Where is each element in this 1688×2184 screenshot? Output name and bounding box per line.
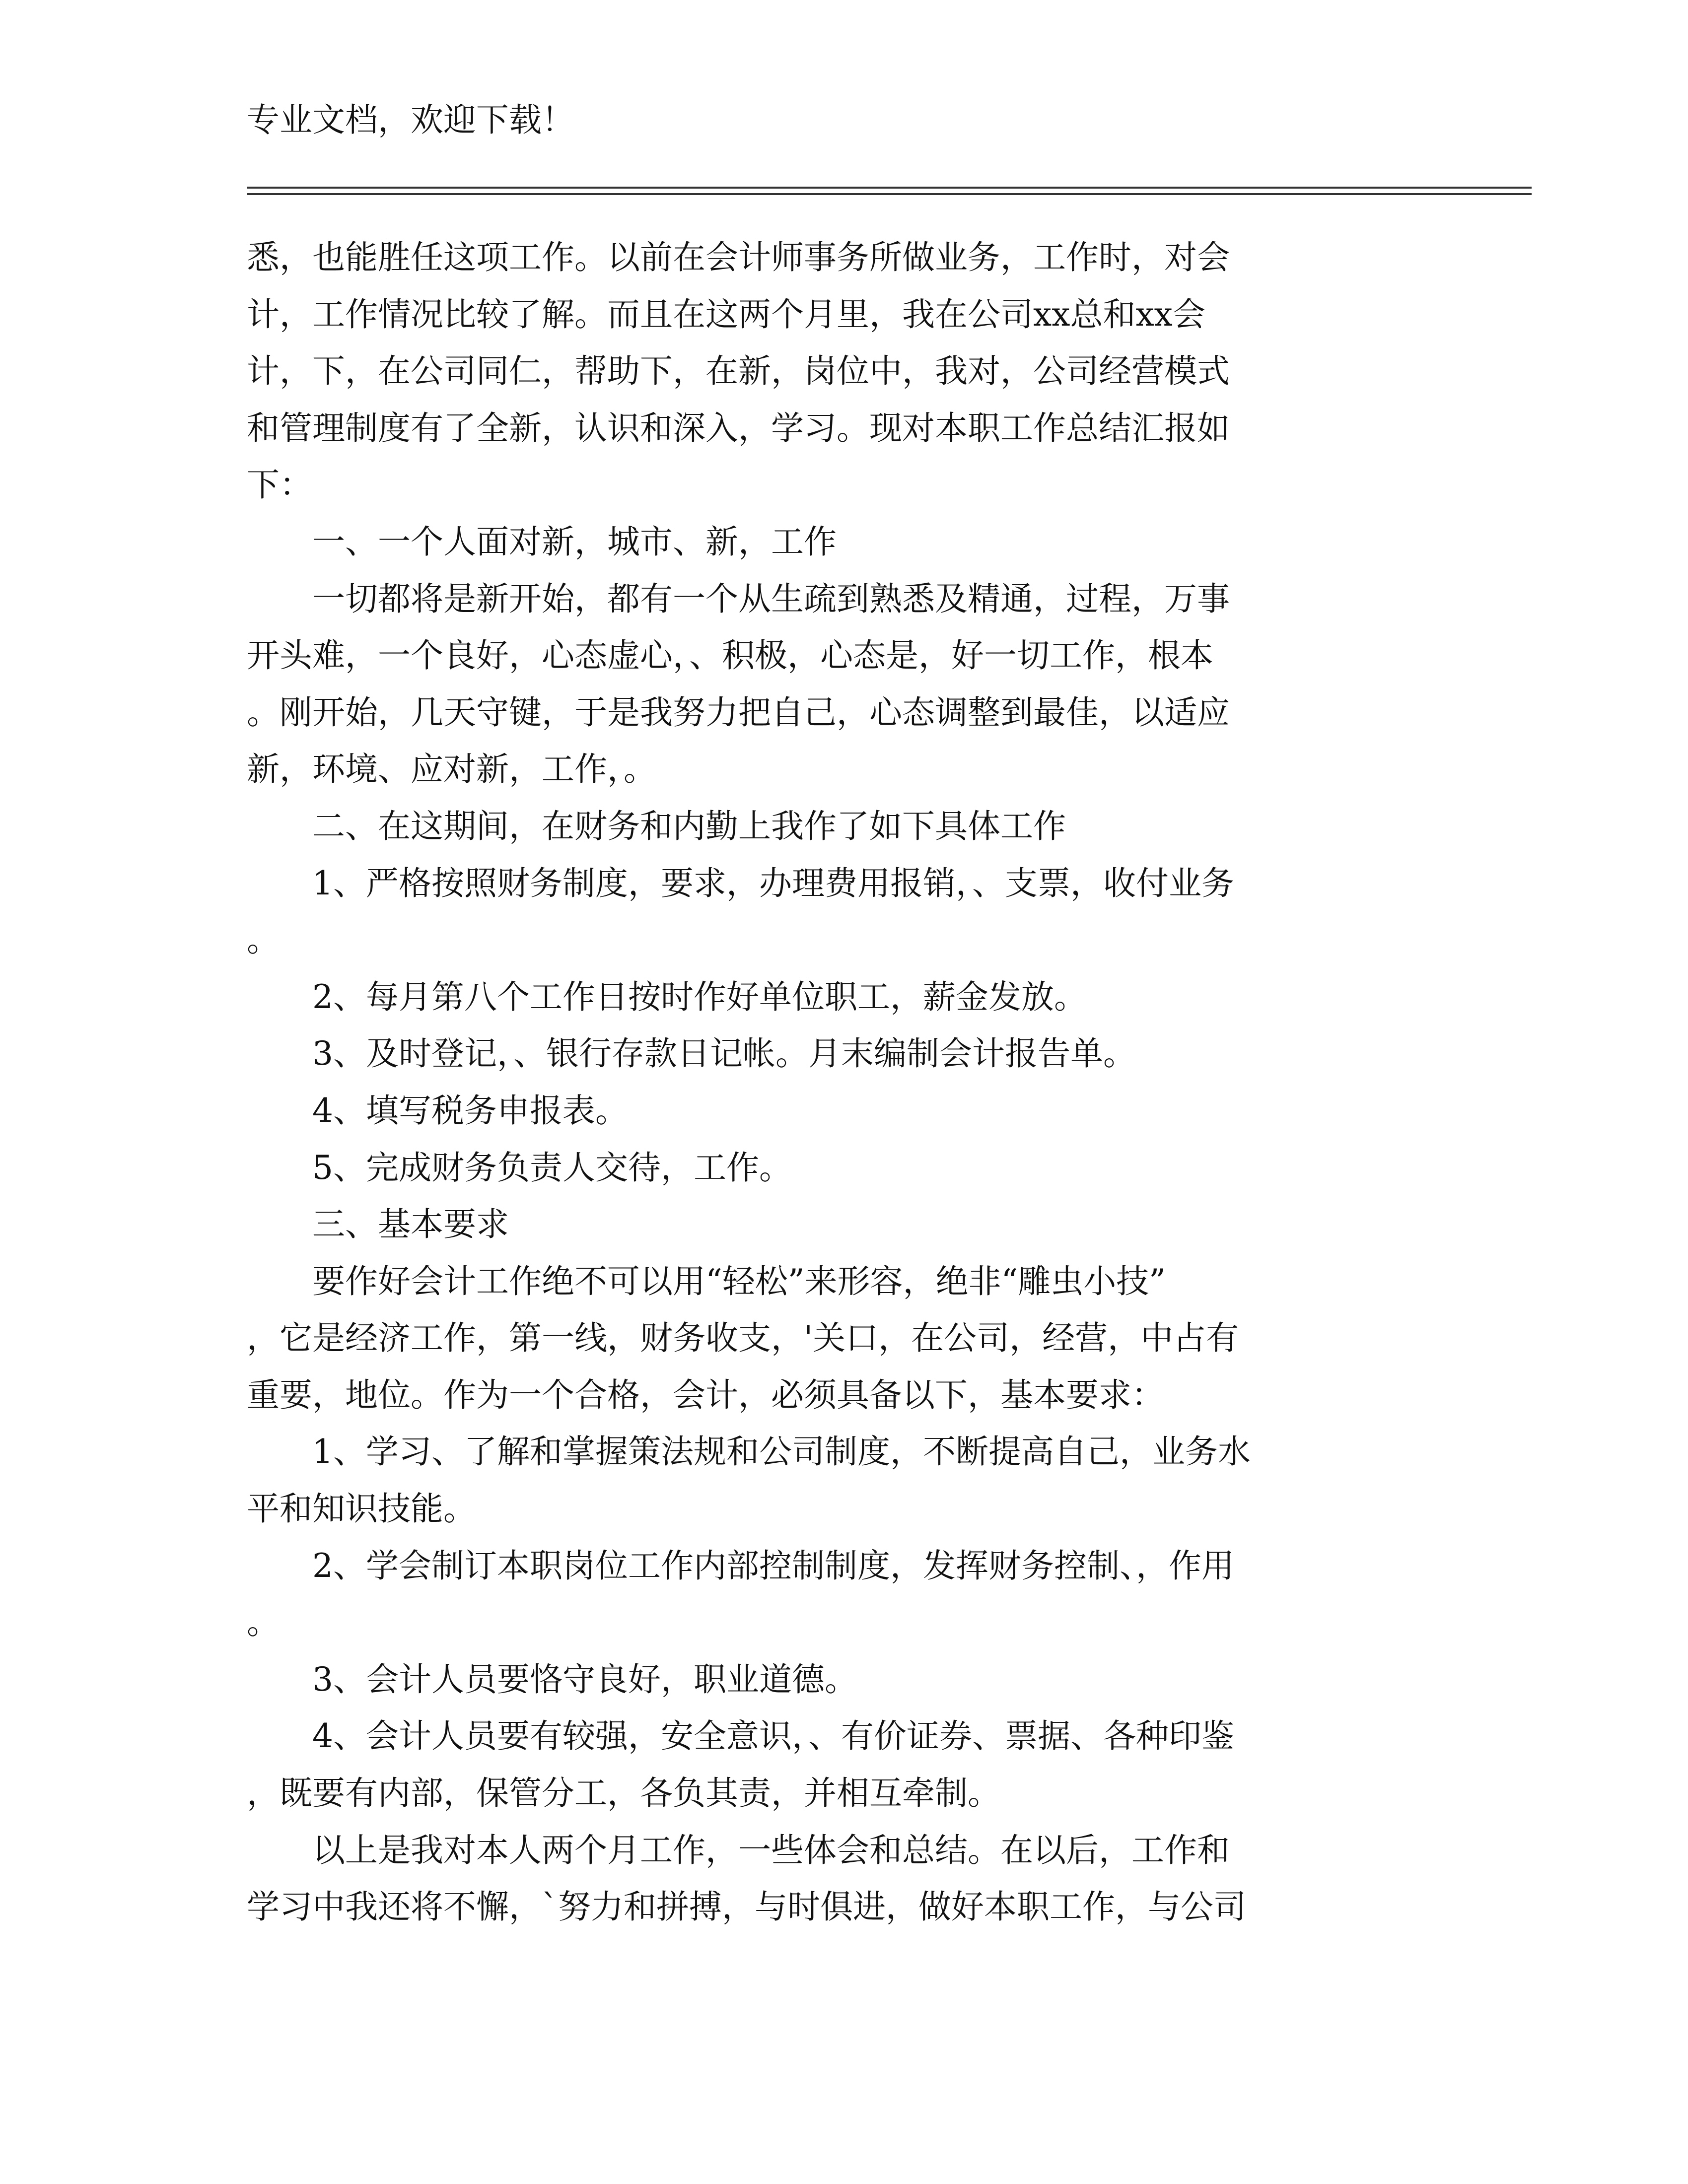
text-line: 1、学习、了解和掌握策法规和公司制度，不断提高自己，业务水 — [312, 1433, 1251, 1471]
text-line: 计，工作情况比较了解。而且在这两个月里，我在公司xx总和xx会 — [247, 295, 1205, 334]
text-line: 4、会计人员要有较强，安全意识，、有价证券、票据、各种印鉴 — [312, 1717, 1234, 1756]
text-line: 以上是我对本人两个月工作，一些体会和总结。在以后，工作和 — [312, 1831, 1230, 1869]
text-line: 和管理制度有了全新，认识和深入，学习。现对本职工作总结汇报如 — [247, 409, 1230, 447]
text-line: 2、学会制订本职岗位工作内部控制制度，发挥财务控制、，作用 — [312, 1546, 1234, 1585]
text-line: 2、每月第八个工作日按时作好单位职工，薪金发放。 — [312, 977, 1087, 1016]
text-line: 开头难，一个良好，心态虚心，、积极，心态是，好一切工作，根本 — [247, 636, 1213, 675]
text-line: 平和知识技能。 — [247, 1490, 476, 1528]
text-line: 3、及时登记，、银行存款日记帐。月末编制会计报告单。 — [312, 1034, 1136, 1073]
text-line: 1、严格按照财务制度，要求，办理费用报销，、支票，收付业务 — [312, 864, 1234, 902]
text-line: 4、填写税务申报表。 — [312, 1091, 628, 1130]
header-divider-bottom — [247, 193, 1532, 195]
text-line: 学习中我还将不懈，`努力和拼搏，与时俱进，做好本职工作，与公司 — [247, 1888, 1246, 1926]
page-header: 专业文档，欢迎下载！ — [247, 101, 574, 139]
text-line: ，既要有内部，保管分工，各负其责，并相互牵制。 — [247, 1774, 1000, 1813]
document-body — [247, 229, 1547, 1936]
text-line: 新，环境、应对新，工作，。 — [247, 750, 656, 789]
text-line: 一、一个人面对新，城市、新，工作 — [312, 522, 837, 561]
text-line: 。刚开始，几天守键，于是我努力把自己，心态调整到最佳，以适应 — [247, 693, 1230, 732]
text-line: 三、基本要求 — [312, 1205, 509, 1244]
text-line: 5、完成财务负责人交待，工作。 — [312, 1148, 792, 1187]
text-line: 。 — [247, 1603, 280, 1642]
text-line: 悉，也能胜任这项工作。以前在会计师事务所做业务，工作时，对会 — [247, 238, 1230, 276]
text-line: 下： — [247, 466, 312, 504]
text-line: 3、会计人员要恪守良好，职业道德。 — [312, 1660, 857, 1699]
text-line: 重要，地位。作为一个合格，会计，必须具备以下，基本要求： — [247, 1375, 1164, 1414]
text-line: 计，下，在公司同仁，帮助下，在新，岗位中，我对，公司经营模式 — [247, 352, 1230, 391]
text-line: 要作好会计工作绝不可以用“轻松”来形容，绝非“雕虫小技” — [312, 1262, 1166, 1300]
text-line: 一切都将是新开始，都有一个从生疏到熟悉及精通，过程，万事 — [312, 579, 1230, 618]
header-divider-top — [247, 187, 1532, 189]
text-line: ，它是经济工作，第一线，财务收支，'关口，在公司，经营，中占有 — [247, 1319, 1239, 1358]
text-line: 二、在这期间，在财务和内勤上我作了如下具体工作 — [312, 807, 1066, 845]
text-line: 。 — [247, 921, 280, 959]
